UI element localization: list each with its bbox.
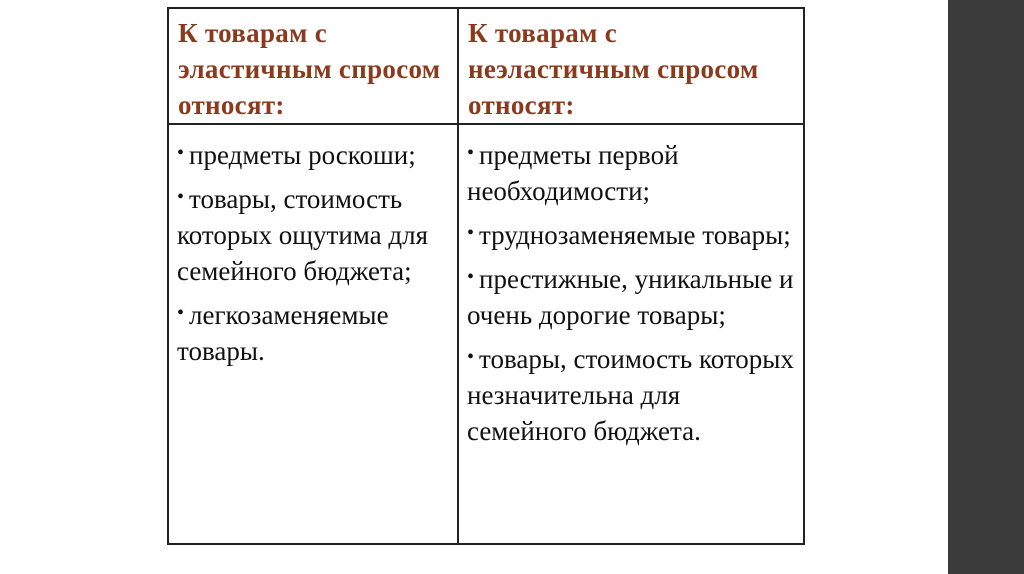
header-row — [168, 8, 804, 124]
inelastic-goods-cell — [458, 124, 804, 544]
body-row — [168, 124, 804, 544]
item-text: престижные, уникальные и очень дорогие товары; — [467, 264, 794, 330]
list-item — [177, 295, 451, 369]
bullet-icon: • — [177, 142, 185, 164]
item-text: труднозаменяемые товары; — [479, 220, 791, 250]
header-elastic: К товарам с эластичным спросом относят: — [168, 8, 458, 124]
item-text: предметы первой необходимости; — [467, 140, 679, 206]
list-item — [177, 179, 451, 289]
elastic-goods-cell — [168, 124, 458, 544]
list-item — [177, 135, 451, 173]
side-panel — [948, 0, 1024, 574]
bullet-icon: • — [467, 142, 475, 164]
item-text: легкозаменяемые товары. — [177, 300, 389, 366]
item-text: предметы роскоши; — [189, 140, 416, 170]
item-text: товары, стоимость которых ощутима для семейного бюджета; — [177, 184, 429, 286]
bullet-icon: • — [467, 222, 475, 244]
bullet-icon: • — [467, 266, 475, 288]
header-inelastic: К товарам с неэластичным спросом относят: — [458, 8, 804, 124]
list-item — [467, 215, 797, 253]
bullet-icon: • — [467, 346, 475, 368]
list-item — [467, 339, 797, 449]
list-item — [467, 259, 797, 333]
list-item — [467, 135, 797, 209]
elasticity-comparison-table — [167, 7, 805, 545]
bullet-icon: • — [177, 186, 185, 208]
bullet-icon: • — [177, 302, 185, 324]
item-text: товары, стоимость которых незначительна для семейного бюджета. — [467, 344, 794, 446]
